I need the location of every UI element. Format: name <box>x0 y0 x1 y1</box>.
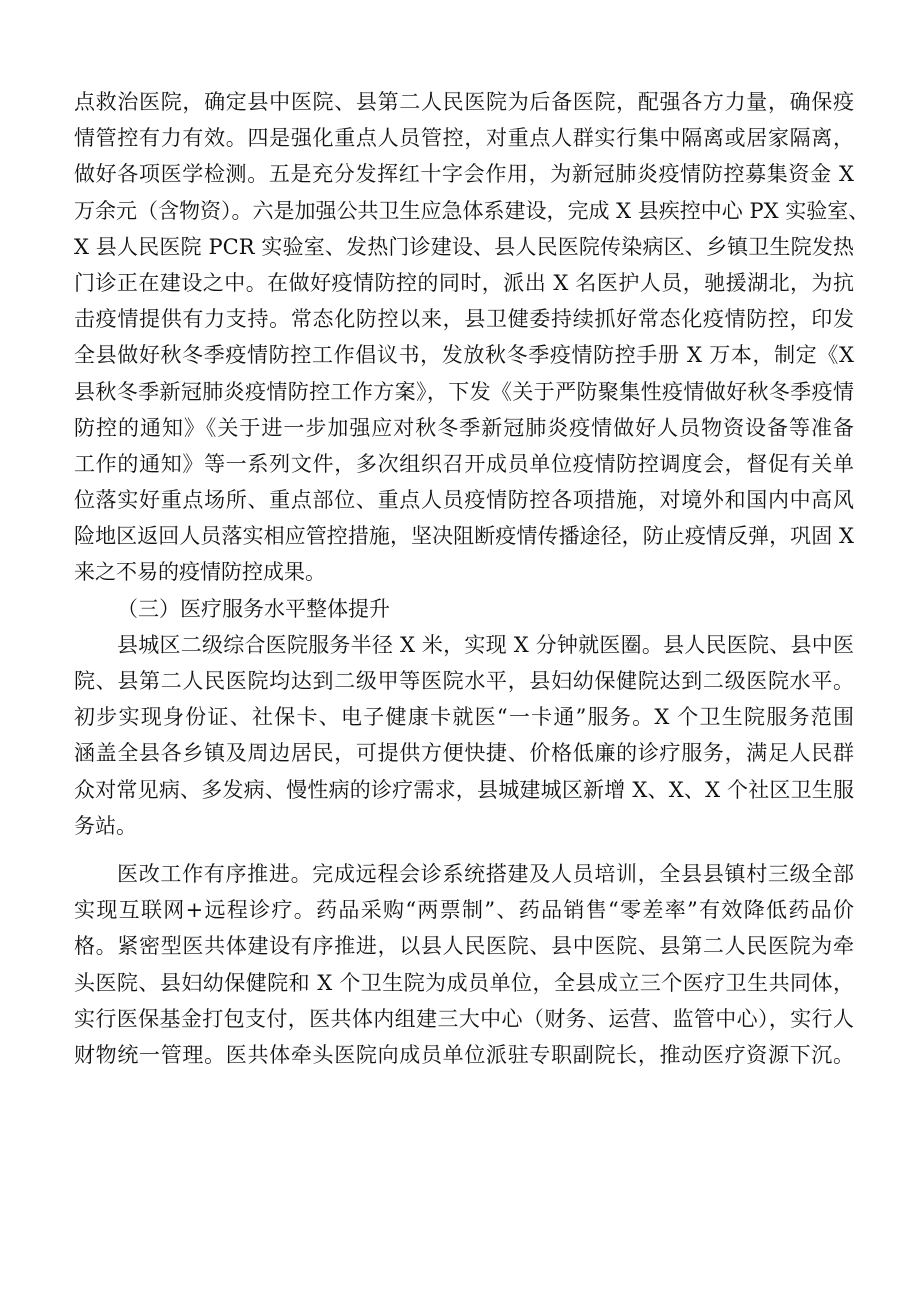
text-line: 众对常见病、多发病、慢性病的诊疗需求，县城建城区新增 X、X、X 个社区卫生服 <box>74 777 854 802</box>
text-line: 务站。 <box>74 813 137 838</box>
text-line: 险地区返回人员落实相应管控措施，坚决阻断疫情传播途径，防止疫情反弹，巩固 X <box>74 524 854 549</box>
text-line: 防控的通知》《关于进一步加强应对秋冬季新冠肺炎疫情做好人员物资设备等准备 <box>74 415 854 440</box>
text-line: 财物统一管理。医共体牵头医院向成员单位派驻专职副院长，推动医疗资源下沉。 <box>74 1042 854 1067</box>
text-line: 头医院、县妇幼保健院和 X 个卫生院为成员单位，全县成立三个医疗卫生共同体， <box>74 970 854 995</box>
text-line: 点救治医院，确定县中医院、县第二人民医院为后备医院，配强各方力量，确保疫 <box>74 90 854 114</box>
text-line: 院、县第二人民医院均达到二级甲等医院水平，县妇幼保健院达到二级医院水平。 <box>74 669 854 693</box>
text-line: 县秋冬季新冠肺炎疫情防控工作方案》，下发《关于严防聚集性疫情做好秋冬季疫情 <box>74 379 854 404</box>
text-line: 初步实现身份证、社保卡、电子健康卡就医“一卡通”服务。X 个卫生院服务范围 <box>74 705 854 730</box>
text-line: 来之不易的疫情防控成果。 <box>74 560 326 585</box>
text-line: 工作的通知》等一系列文件，多次组织召开成员单位疫情防控调度会，督促有关单 <box>74 451 854 476</box>
text-line: 击疫情提供有力支持。常态化防控以来，县卫健委持续抓好常态化疫情防控，印发 <box>74 307 854 332</box>
text-line: 做好各项医学检测。五是充分发挥红十字会作用，为新冠肺炎疫情防控募集资金 X <box>74 162 854 187</box>
text-line: X 县人民医院 PCR 实验室、发热门诊建设、县人民医院传染病区、乡镇卫生院发热 <box>74 234 854 259</box>
paragraph-epidemic-control <box>74 84 870 591</box>
section-heading: （三）医疗服务水平整体提升 <box>117 596 390 621</box>
document-body <box>74 84 870 1073</box>
text-line: 全县做好秋冬季疫情防控工作倡议书，发放秋冬季疫情防控手册 X 万本，制定《X <box>74 343 854 368</box>
paragraph-medical-service <box>74 627 854 844</box>
text-line: 实行医保基金打包支付，医共体内组建三大中心（财务、运营、监管中心），实行人 <box>74 1006 854 1031</box>
text-line: 门诊正在建设之中。在做好疫情防控的同时，派出 X 名医护人员，驰援湖北，为抗 <box>74 270 854 295</box>
text-line: 医改工作有序推进。完成远程会诊系统搭建及人员培训，全县县镇村三级全部 <box>117 861 854 886</box>
text-line: 位落实好重点场所、重点部位、重点人员疫情防控各项措施，对境外和国内中高风 <box>74 488 854 513</box>
text-line: 格。紧密型医共体建设有序推进，以县人民医院、县中医院、县第二人民医院为牵 <box>74 934 854 959</box>
text-line: 县城区二级综合医院服务半径 X 米，实现 X 分钟就医圈。县人民医院、县中医 <box>117 632 854 657</box>
text-line: 实现互联网+远程诊疗。药品采购“两票制”、药品销售“零差率”有效降低药品价 <box>74 898 854 923</box>
text-line: 情管控有力有效。四是强化重点人员管控，对重点人群实行集中隔离或居家隔离， <box>74 126 854 151</box>
text-line: 万余元（含物资）。六是加强公共卫生应急体系建设，完成 X 县疾控中心 PX 实验室、 <box>74 198 870 223</box>
text-line: 涵盖全县各乡镇及周边居民，可提供方便快捷、价格低廉的诊疗服务，满足人民群 <box>74 741 854 766</box>
paragraph-gap <box>74 844 854 856</box>
paragraph-medical-reform <box>74 856 854 1073</box>
